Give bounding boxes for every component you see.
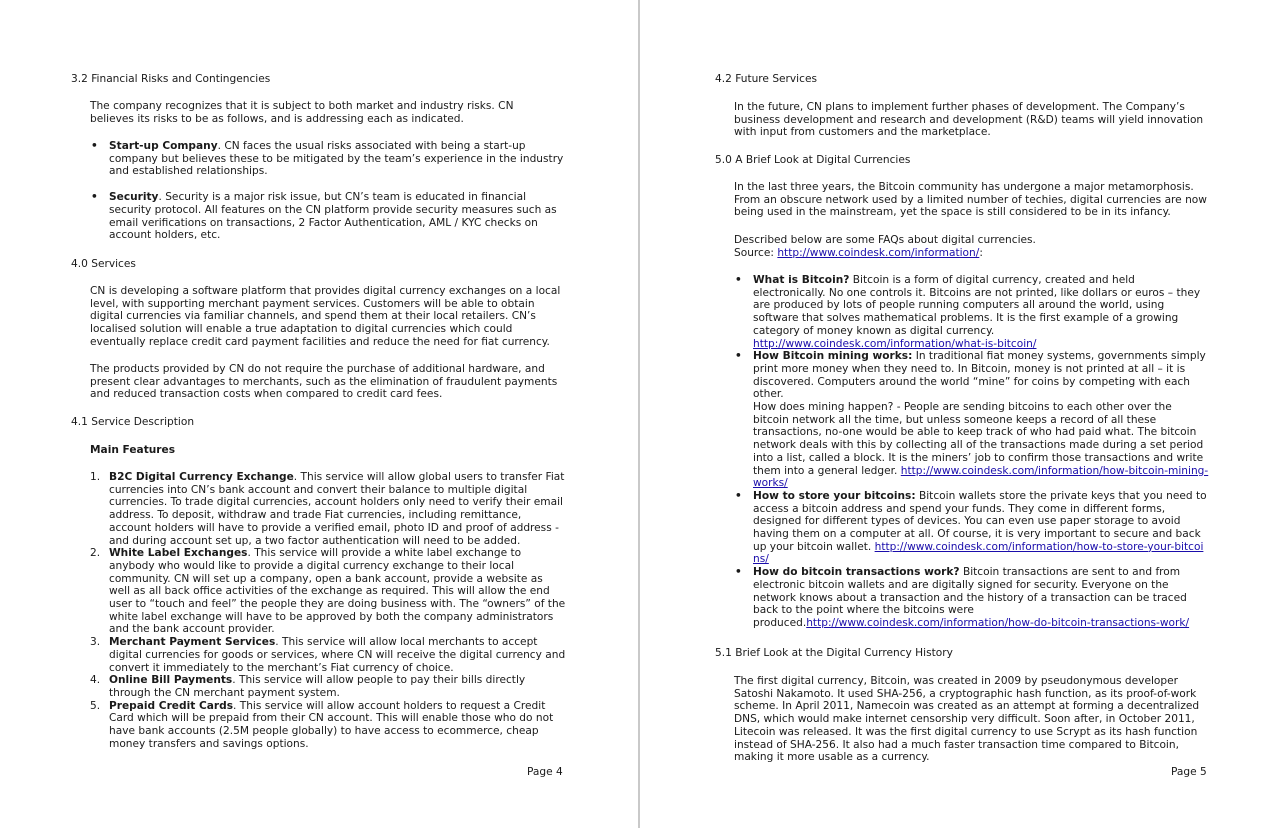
faq-title: How Bitcoin mining works: [753, 350, 913, 363]
feature-title: Prepaid Credit Cards [109, 699, 233, 712]
risks-list [90, 140, 566, 242]
features-list [90, 471, 566, 750]
feature-text: . This service will allow local merchants to accept digital currencies for goods or services, where CN will receive the digital currency and convert it immediately to the merchant’s Fiat currency of choice. [109, 636, 566, 674]
future-services-paragraph: In the future, CN plans to implement further phases of development. The Company’s business development and research and development (R&D) teams will yield innovation with input from customers and the marketplace. [734, 101, 1204, 139]
faq-title: What is Bitcoin? [753, 274, 850, 286]
faq-link-what-is-bitcoin[interactable]: http://www.coindesk.com/information/what-is-bitcoin/ [753, 337, 1037, 350]
source-link[interactable]: http://www.coindesk.com/information/ [777, 246, 980, 259]
section-heading-5-1: 5.1 Brief Look at the Digital Currency History [715, 647, 953, 659]
risk-title: Start-up Company [109, 140, 218, 152]
faq-extra-text: How does mining happen? - People are sending bitcoins to each other over the bitcoin network all the time, but unless someone keeps a record of all these transactions, no-one would be able to keep track of who had paid what. The bitcoin network deals with this by collecting all of the transactions made during a set period into a list, called a block. It is the miners’ job to confirm those transactions and write them into a general ledger. [753, 401, 1204, 477]
faq-item-mining [734, 350, 1210, 490]
feature-text: . This service will allow global users to transfer Fiat currencies into CN’s bank account and convert their balance to multiple digital currencies. To trade digital currencies, account holders only need to verify their email address. To deposit, withdraw and trade Fiat currencies, including remittance, account holders will have to provide a verified email, photo ID and proof of address - and during account set up, a two factor authentication will need to be added. [109, 471, 565, 547]
section-heading-5-0: 5.0 A Brief Look at Digital Currencies [715, 154, 911, 166]
feature-item-white-label [90, 547, 566, 636]
source-suffix: : [979, 246, 983, 259]
faq-text: Bitcoin is a form of digital currency, created and held electronically. No one controls it. Bitcoins are not printed, like dollars or euros – they are produced by lots of people running computers all around the world, using software that solves mathematical problems. It is the first example of a growing category of money known as digital currency. [753, 274, 1201, 337]
faq-link-store-bitcoins[interactable]: http://www.coindesk.com/information/how-to-store-your-bitcoins/ [753, 540, 1204, 566]
feature-number: 2. [90, 547, 101, 560]
page-4 [0, 0, 638, 828]
feature-number: 5. [90, 699, 101, 712]
feature-item-prepaid-cards [90, 700, 566, 751]
faq-text: In traditional fiat money systems, governments simply print more money when they need to. In Bitcoin, money is not printed at all – it is discovered. Computers around the world “mine” for coins by competing with each other. [753, 350, 1206, 401]
main-features-heading: Main Features [90, 444, 176, 456]
faq-text: Bitcoin wallets store the private keys that you need to access a bitcoin address and spend your funds. They come in different forms, designed for different types of devices. You can even use paper storage to avoid having them on a computer at all. Of course, it is very important to secure and back up your bitcoin wallet. [753, 489, 1207, 553]
risk-item-security [90, 191, 566, 242]
feature-text: . This service will allow people to pay their bills directly through the CN merchant payment system. [109, 674, 526, 699]
page-5 [640, 0, 1280, 828]
risks-intro-paragraph: The company recognizes that it is subject to both market and industry risks. CN believes its risks to be as follows, and is addressing each as indicated. [90, 100, 514, 125]
faq-list [734, 274, 1210, 630]
risk-item-startup [90, 140, 566, 178]
section-heading-4-2: 4.2 Future Services [715, 73, 817, 85]
feature-number: 3. [90, 636, 101, 649]
faq-title: How do bitcoin transactions work? [753, 566, 960, 579]
feature-text: . This service will provide a white label exchange to anybody who would like to provide a digital currency exchange to their local community. CN will set up a company, open a bank account, provide a website as well as all back office activities of the exchange as required. This will allow the end user to “touch and feel” the people they are doing business with. The “owners” of the white label exchange will have to be approved by both the company administrators and the bank account provider. [109, 547, 566, 636]
faq-intro [734, 234, 1214, 259]
page-number: Page 5 [1171, 766, 1207, 778]
history-paragraph: The first digital currency, Bitcoin, was created in 2009 by pseudonymous developer Satoshi Nakamoto. It used SHA-256, a cryptographic hash function, as its proof-of-work scheme. In April 2011, Namecoin was created as an attempt at forming a decentralized DNS, which would make internet censorship very difficult. Soon after, in October 2011, Litecoin was released. It was the first digital currency to use Scrypt as its hash function instead of SHA-256. It also had a much faster transaction time compared to Bitcoin, making it more usable as a currency. [734, 675, 1200, 764]
services-paragraph-1: CN is developing a software platform that provides digital currency exchanges on a local level, with supporting merchant payment services. Customers will be able to obtain digital currencies via familiar channels, and spend them at their local retailers. CN’s localised solution will enable a true adaptation to digital currencies which could eventually replace credit card payment facilities and reduce the need for fiat currency. [90, 285, 561, 348]
page-number: Page 4 [527, 766, 563, 778]
faq-intro-text: Described below are some FAQs about digital currencies. [734, 234, 1036, 246]
feature-text: . This service will allow account holders to request a Credit Card which will be prepaid from their CN account. This will enable those who do not have bank accounts (2.5M people globally) to have access to ecommerce, cheap money transfers and savings options. [109, 699, 554, 750]
risk-text: . Security is a major risk issue, but CN’s team is educated in financial security protocol. All features on the CN platform provide security measures such as email verifications on transactions, 2 Factor Authentication, AML / KYC checks on account holders, etc. [109, 191, 557, 242]
faq-item-transactions [734, 566, 1210, 630]
faq-item-store-bitcoins [734, 490, 1210, 566]
digital-currencies-paragraph: In the last three years, the Bitcoin community has undergone a major metamorphosis. From an obscure network used by a limited number of techies, digital currencies are now being used in the mainstream, yet the space is still considered to be in its infancy. [734, 181, 1207, 219]
faq-link-transactions[interactable]: http://www.coindesk.com/information/how-do-bitcoin-transactions-work/ [806, 616, 1190, 629]
feature-title: Merchant Payment Services [109, 636, 276, 649]
feature-item-bill-payments [90, 674, 566, 699]
faq-title: How to store your bitcoins: [753, 489, 916, 502]
faq-item-what-is-bitcoin [734, 274, 1210, 350]
feature-item-b2c-exchange [90, 471, 566, 547]
feature-title: White Label Exchanges [109, 547, 248, 560]
faq-link-mining[interactable]: http://www.coindesk.com/information/how-bitcoin-mining-works/ [753, 464, 1209, 490]
faq-text: Bitcoin transactions are sent to and from electronic bitcoin wallets and are digitally signed for security. Everyone on the network knows about a transaction and the history of a transaction can be traced back to the point where the bitcoins were produced. [753, 566, 1187, 629]
section-heading-4-1: 4.1 Service Description [71, 416, 195, 428]
feature-title: Online Bill Payments [109, 674, 233, 687]
feature-item-merchant-payment [90, 636, 566, 674]
source-label: Source: [734, 246, 778, 259]
risk-title: Security [109, 191, 159, 204]
section-heading-3-2: 3.2 Financial Risks and Contingencies [71, 73, 271, 85]
services-paragraph-2: The products provided by CN do not require the purchase of additional hardware, and present clear advantages to merchants, such as the elimination of fraudulent payments and reduced transaction costs when compared to credit card fees. [90, 363, 558, 401]
feature-number: 4. [90, 674, 101, 687]
risk-text: . CN faces the usual risks associated with being a start-up company but believes these to be mitigated by the team’s experience in the industry and established relationships. [109, 140, 564, 178]
feature-number: 1. [90, 471, 101, 483]
section-heading-4-0: 4.0 Services [71, 258, 136, 270]
feature-title: B2C Digital Currency Exchange [109, 471, 294, 483]
